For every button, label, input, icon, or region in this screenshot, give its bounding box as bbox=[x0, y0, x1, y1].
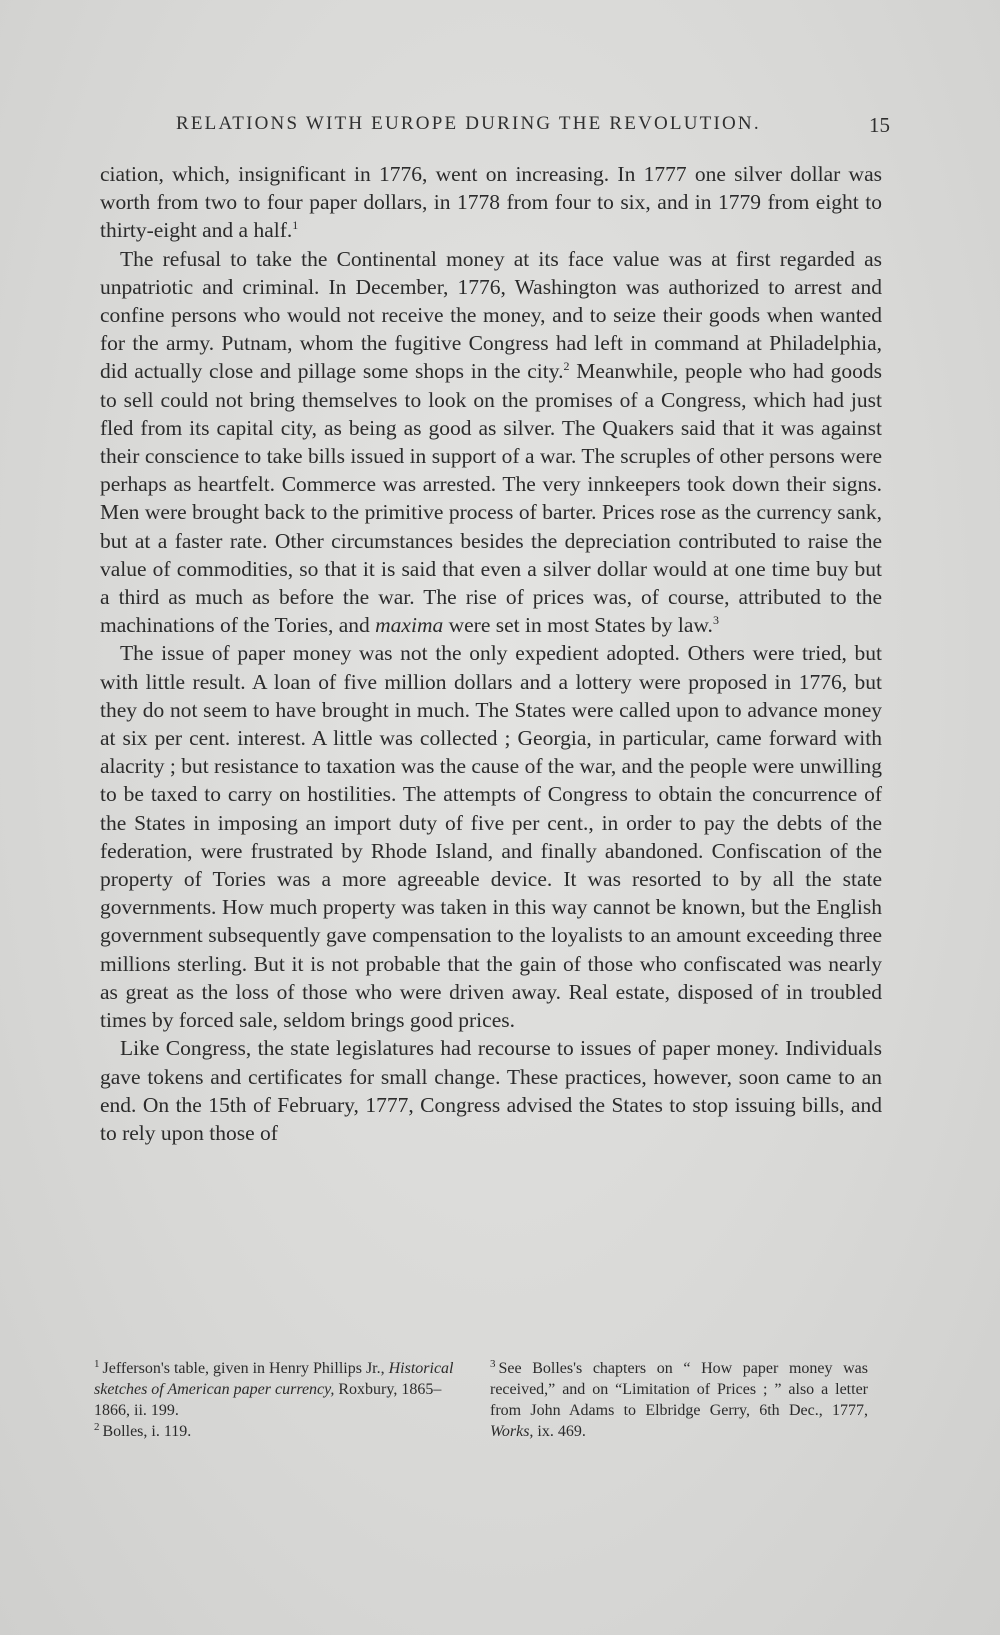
paragraph-2-text-a: The refusal to take the Continental money at its face value was at first regarded as unpatriotic and criminal. In December, 1776, Washington was authorized to arrest and confine persons who would not receive the money, and to seize their goods when wanted for the army. Putnam, whom the fugitive Congress had left in command at Philadelphia, did actually close and pillage some shops in the city. bbox=[100, 246, 882, 384]
paragraph-2 bbox=[100, 245, 882, 640]
paragraph-2-text-b: Meanwhile, people who had goods to sell could not bring themselves to look on the promises of a Congress, which had just fled from its capital city, as being as good as silver. The Quakers said that it was against their conscience to take bills issued in support of a war. The scruples of other persons were perhaps as heartfelt. Commerce was arrested. The very innkeepers took down their signs. Men were brought back to the primitive process of barter. Prices rose as the currency sank, but at a faster rate. Other circumstances besides the depreciation contributed to raise the value of commodities, so that it is said that even a silver dollar would at one time buy but a third as much as before the war. The rise of prices was, of course, attributed to the machinations of the Tories, and bbox=[100, 359, 882, 638]
footnote-1-text-a: Jefferson's table, given in Henry Phillips Jr., bbox=[102, 1360, 389, 1377]
footnote-1-italic: Historical sketches of American paper currency, bbox=[94, 1360, 454, 1398]
paragraph-3: The issue of paper money was not the only expedient adopted. Others were tried, but with little result. A loan of five million dollars and a lottery were proposed in 1776, but they do not seem to have brought in much. The States were called upon to advance money at six per cent. interest. A little was collected ; Georgia, in particular, came forward with alacrity ; but resistance to taxation was the cause of the war, and the people were unwilling to be taxed to carry on hostilities. The attempts of Congress to obtain the concurrence of the States in imposing an import duty of five per cent., in order to pay the debts of the federation, were frustrated by Rhode Island, and finally abandoned. Confiscation of the property of Tories was a more agreeable device. It was resorted to by all the state governments. How much property was taken in this way cannot be known, but the English government subsequently gave compensation to the loyalists to an amount exceeding three millions sterling. But it is not probable that the gain of those who confiscated was nearly as great as the loss of those who were driven away. Real estate, disposed of in troubled times by forced sale, seldom brings good prices. bbox=[100, 641, 882, 1033]
footnotes bbox=[94, 1358, 868, 1442]
footnote-3-number: 3 bbox=[490, 1357, 496, 1370]
footnote-3 bbox=[490, 1358, 868, 1442]
footnote-1 bbox=[94, 1358, 462, 1421]
paragraph-4: Like Congress, the state legislatures had recourse to issues of paper money. Individuals gave tokens and certificates for small change. These practices, however, soon came to an end. On the 15th of February, 1777, Congress advised the States to stop issuing bills, and to rely upon those of bbox=[100, 1036, 882, 1145]
running-head bbox=[100, 113, 890, 143]
body-text bbox=[100, 160, 882, 1147]
footnote-1-number: 1 bbox=[94, 1357, 100, 1370]
running-title: RELATIONS WITH EUROPE DURING THE REVOLUTION. bbox=[176, 113, 761, 134]
footnote-3-italic: Works, bbox=[490, 1423, 534, 1440]
paragraph-2-italic: maxima bbox=[375, 613, 444, 638]
footnote-1-text-b: Roxbury, 1865–1866, ii. 199. bbox=[94, 1381, 442, 1419]
footnote-3-text-a: See Bolles's chapters on “ How paper money was received,” and on “Limitation of Prices ; ” also a letter from John Adams to Elbridge Gerry, 6th Dec., 1777, bbox=[490, 1360, 868, 1419]
footnote-2 bbox=[94, 1421, 462, 1442]
paragraph-1-text: ciation, which, insignificant in 1776, went on increasing. In 1777 one silver dollar was worth from two to four paper dollars, in 1778 from four to six, and in 1779 from eight to thirty-eight and a half. bbox=[100, 162, 882, 243]
page-number: 15 bbox=[869, 113, 890, 137]
paragraph-1 bbox=[100, 160, 882, 245]
footnote-ref-2: 2 bbox=[563, 359, 570, 374]
paragraph-2-text-c: were set in most States by law. bbox=[443, 613, 713, 638]
footnote-ref-3: 3 bbox=[712, 613, 719, 628]
footnote-ref-1: 1 bbox=[292, 218, 299, 233]
footnote-2-number: 2 bbox=[94, 1420, 100, 1433]
footnotes-right-column bbox=[490, 1358, 868, 1442]
footnotes-left-column bbox=[94, 1358, 462, 1442]
footnote-3-text-b: ix. 469. bbox=[533, 1423, 586, 1440]
footnote-2-text: Bolles, i. 119. bbox=[102, 1423, 192, 1440]
